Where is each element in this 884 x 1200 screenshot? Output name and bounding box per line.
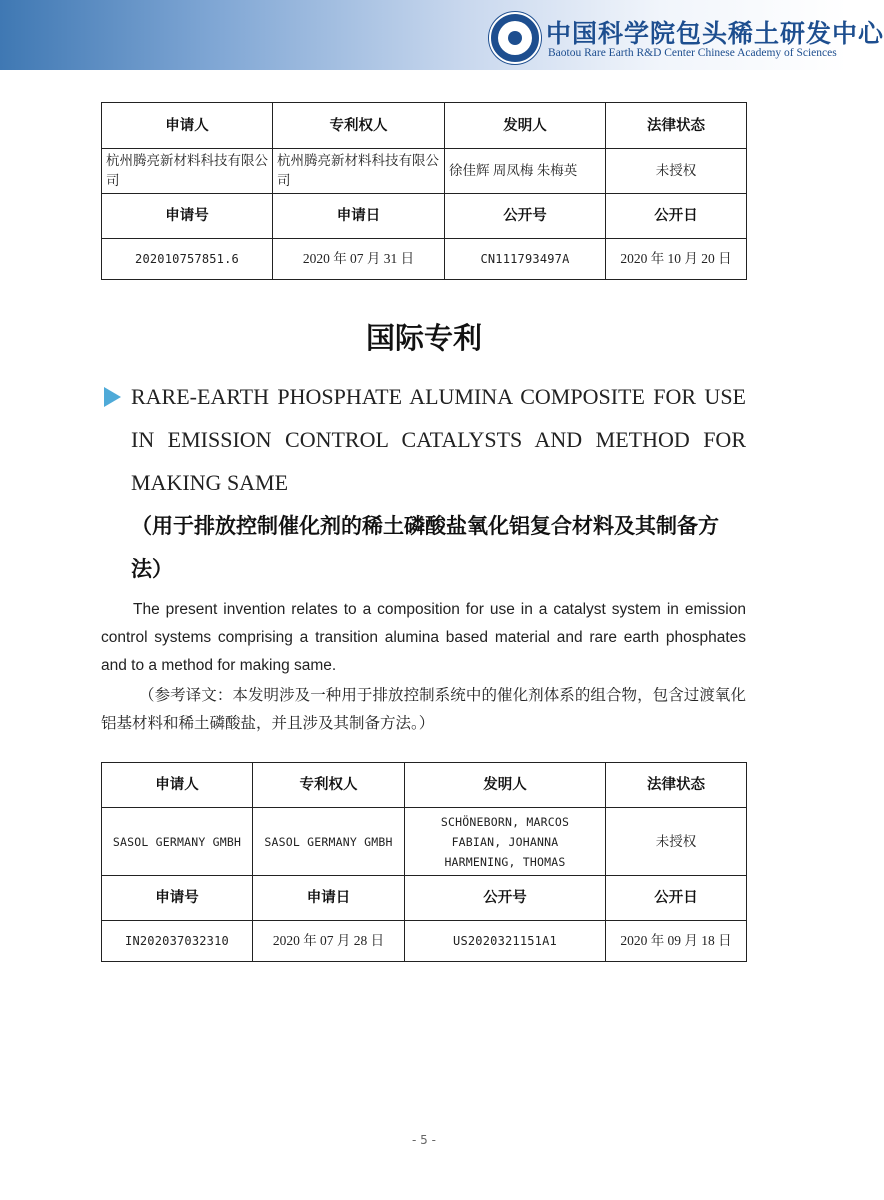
cell-inventor: SCHÖNEBORN, MARCOS FABIAN, JOHANNA HARMENING, THOMAS	[405, 808, 606, 876]
cell-patentee: SASOL GERMANY GMBH	[253, 808, 405, 876]
cell-publication-date: 2020 年 09 月 18 日	[606, 921, 747, 962]
header-publication-date: 公开日	[606, 194, 747, 239]
page-number: - 5 -	[412, 1133, 436, 1147]
triangle-bullet-icon	[104, 387, 121, 407]
cell-applicant: SASOL GERMANY GMBH	[102, 808, 253, 876]
header-patentee: 专利权人	[273, 103, 445, 149]
cell-publication-date: 2020 年 10 月 20 日	[606, 239, 747, 280]
header-inventor: 发明人	[445, 103, 606, 149]
header-legal-status: 法律状态	[606, 763, 747, 808]
cell-legal-status: 未授权	[606, 808, 747, 876]
cell-application-number: 202010757851.6	[102, 239, 273, 280]
cas-logo-icon	[489, 12, 541, 64]
org-name-en: Baotou Rare Earth R&D Center Chinese Academy of Sciences	[548, 47, 837, 59]
patent-title-cn: （用于排放控制催化剂的稀土磷酸盐氧化铝复合材料及其制备方法）	[131, 514, 719, 581]
header-application-date: 申请日	[253, 876, 405, 921]
abstract-en: The present invention relates to a composition for use in a catalyst system in emission control systems comprising a transition alumina based material and rare earth phosphates and to a method for making same.	[101, 601, 746, 674]
header-legal-status: 法律状态	[606, 103, 747, 149]
header-publication-number: 公开号	[405, 876, 606, 921]
cell-application-date: 2020 年 07 月 28 日	[253, 921, 405, 962]
header-application-number: 申请号	[102, 194, 273, 239]
cell-application-number: IN202037032310	[102, 921, 253, 962]
cell-application-date: 2020 年 07 月 31 日	[273, 239, 445, 280]
header-inventor: 发明人	[405, 763, 606, 808]
abstract-translation-cn: （参考译文：本发明涉及一种用于排放控制系统中的催化剂体系的组合物，包含过渡氧化铝基材料和稀土磷酸盐，并且涉及其制备方法。）	[101, 686, 746, 732]
header-publication-number: 公开号	[445, 194, 606, 239]
header-application-date: 申请日	[273, 194, 445, 239]
org-name-cn: 中国科学院包头稀土研发中心	[546, 19, 884, 48]
patent-info-table-1	[101, 102, 747, 280]
header-applicant: 申请人	[102, 103, 273, 149]
patent-title-en: RARE-EARTH PHOSPHATE ALUMINA COMPOSITE FOR USE IN EMISSION CONTROL CATALYSTS AND METHOD FOR MAKING SAME	[131, 384, 746, 495]
cell-legal-status: 未授权	[606, 149, 747, 194]
header-publication-date: 公开日	[606, 876, 747, 921]
header-applicant: 申请人	[102, 763, 253, 808]
cell-patentee: 杭州腾亮新材料科技有限公司	[273, 149, 445, 194]
header-patentee: 专利权人	[253, 763, 405, 808]
section-title: 国际专利	[365, 321, 482, 355]
cell-publication-number: US2020321151A1	[405, 921, 606, 962]
patent-info-table-2	[101, 762, 747, 962]
cell-inventor: 徐佳辉 周凤梅 朱梅英	[445, 149, 606, 194]
header-application-number: 申请号	[102, 876, 253, 921]
cell-publication-number: CN111793497A	[445, 239, 606, 280]
cell-applicant: 杭州腾亮新材料科技有限公司	[102, 149, 273, 194]
